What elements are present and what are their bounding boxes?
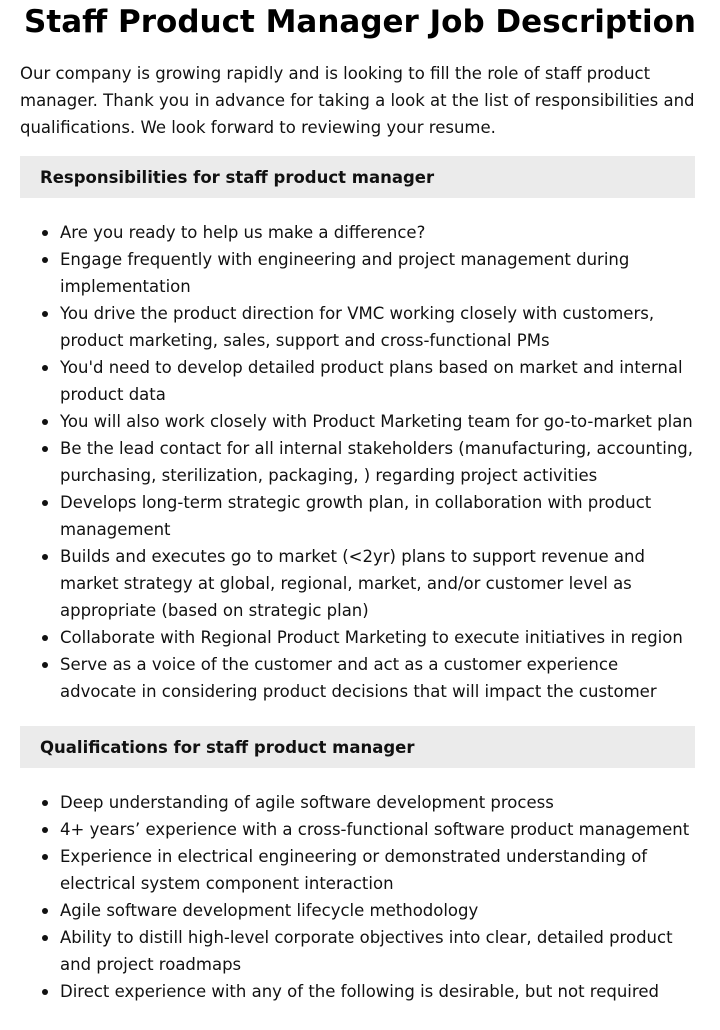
bullet-icon	[42, 446, 48, 452]
qualifications-heading: Qualifications for staff product manager	[20, 726, 695, 768]
list-item	[20, 246, 698, 300]
bullet-icon	[42, 935, 48, 941]
list-item	[20, 219, 698, 246]
bullet-icon	[42, 554, 48, 560]
bullet-icon	[42, 257, 48, 263]
list-item	[20, 651, 698, 705]
list-item	[20, 897, 698, 924]
list-item-text: Agile software development lifecycle methodology	[60, 901, 479, 920]
bullet-icon	[42, 908, 48, 914]
responsibilities-heading: Responsibilities for staff product manager	[20, 156, 695, 198]
bullet-icon	[42, 230, 48, 236]
list-item-text: Direct experience with any of the following is desirable, but not required	[60, 982, 659, 1001]
bullet-icon	[42, 854, 48, 860]
bullet-icon	[42, 827, 48, 833]
bullet-icon	[42, 419, 48, 425]
list-item-text: Develops long-term strategic growth plan, in collaboration with product management	[60, 493, 652, 539]
list-item-text: Engage frequently with engineering and project management during implementation	[60, 250, 630, 296]
list-item	[20, 543, 698, 624]
list-item	[20, 978, 698, 1005]
list-item-text: Ability to distill high-level corporate objectives into clear, detailed product and project roadmaps	[60, 928, 673, 974]
bullet-icon	[42, 635, 48, 641]
bullet-icon	[42, 365, 48, 371]
responsibilities-list	[20, 219, 698, 705]
list-item	[20, 300, 698, 354]
bullet-icon	[42, 989, 48, 995]
list-item-text: Builds and executes go to market (<2yr) plans to support revenue and market strategy at global, regional, market, and/or customer level as appropriate (based on strategic plan)	[60, 547, 645, 620]
qualifications-list	[20, 789, 698, 1005]
bullet-icon	[42, 311, 48, 317]
list-item	[20, 843, 698, 897]
list-item	[20, 408, 698, 435]
list-item	[20, 924, 698, 978]
list-item-text: Deep understanding of agile software development process	[60, 793, 554, 812]
bullet-icon	[42, 800, 48, 806]
list-item-text: You'd need to develop detailed product plans based on market and internal product data	[60, 358, 683, 404]
list-item-text: Experience in electrical engineering or demonstrated understanding of electrical system component interaction	[60, 847, 648, 893]
list-item	[20, 624, 698, 651]
list-item-text: Are you ready to help us make a difference?	[60, 223, 426, 242]
list-item-text: You drive the product direction for VMC working closely with customers, product marketing, sales, support and cross-functional PMs	[60, 304, 655, 350]
list-item-text: Be the lead contact for all internal stakeholders (manufacturing, accounting, purchasing, sterilization, packaging, ) regarding project activities	[60, 439, 694, 485]
list-item	[20, 489, 698, 543]
list-item-text: Serve as a voice of the customer and act as a customer experience advocate in considering product decisions that will impact the customer	[60, 655, 657, 701]
list-item-text: You will also work closely with Product Marketing team for go-to-market plan	[60, 412, 693, 431]
list-item	[20, 435, 698, 489]
list-item-text: Collaborate with Regional Product Marketing to execute initiatives in region	[60, 628, 683, 647]
list-item-text: 4+ years’ experience with a cross-functional software product management	[60, 820, 690, 839]
intro-paragraph: Our company is growing rapidly and is looking to fill the role of staff product manager. Thank you in advance for taking a look at the list of responsibilities and qualifications. We look forward to reviewing your resume.	[20, 64, 695, 137]
bullet-icon	[42, 500, 48, 506]
bullet-icon	[42, 662, 48, 668]
list-item	[20, 354, 698, 408]
list-item	[20, 789, 698, 816]
list-item	[20, 816, 698, 843]
page-title: Staff Product Manager Job Description	[24, 4, 696, 40]
